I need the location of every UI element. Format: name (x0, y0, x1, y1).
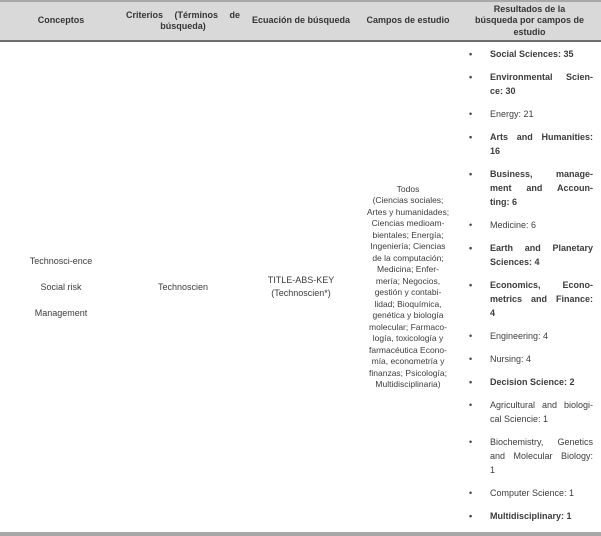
result-item-text (490, 486, 593, 500)
result-item-text (490, 329, 593, 343)
result-item-line: Business, manage- (490, 169, 593, 179)
result-item-line: ment and Accoun- (490, 183, 593, 193)
result-item (469, 352, 601, 366)
bullet-icon: • (469, 280, 473, 290)
result-item-line: metrics and Finance: (490, 294, 593, 304)
result-item-text (490, 218, 593, 232)
bullet-icon: • (469, 488, 473, 498)
column-header-campos: Campos de estudio (366, 15, 450, 26)
result-item-line: Computer Science: 1 (490, 488, 575, 498)
search-equation-line2: (Technoscien*) (271, 288, 331, 298)
column-header-conceptos: Conceptos (37, 15, 85, 26)
column-header-resultados-line1: Resultados de la (493, 3, 566, 14)
result-item-line: Economics, Econo- (490, 280, 593, 290)
study-field-line: Medicina; Enfer- (377, 264, 439, 274)
bullet-icon: • (469, 354, 473, 364)
bullet-icon: • (469, 109, 473, 119)
bullet-icon: • (469, 400, 473, 410)
result-item-line: Social Sciences: 35 (490, 49, 574, 59)
result-item-line: Engineering: 4 (490, 331, 549, 341)
study-field-line: Artes y humanidades; (366, 206, 450, 217)
column-header-resultados-line2: búsqueda por campos de (474, 15, 585, 26)
result-item-text (490, 130, 593, 158)
result-item-line: ce: 30 (490, 86, 516, 96)
search-equation-line1: TITLE-ABS-KEY (267, 275, 335, 285)
cell-ecuacion (244, 42, 358, 532)
search-term: Technoscien (157, 281, 209, 292)
study-field-line: bientales; Energía; (372, 229, 444, 240)
bullet-icon: • (469, 72, 473, 82)
result-item-line: Agricultural and biologi- (490, 400, 593, 410)
bullet-icon: • (469, 132, 473, 142)
bullet-icon: • (469, 169, 473, 179)
result-item-text (490, 375, 593, 389)
result-item-line: Arts and Humanities: (490, 132, 593, 142)
study-field-line: mía, econometría y (371, 356, 445, 366)
study-field-line: finanzas; Psicología; (369, 367, 447, 378)
study-field-line: Ingeniería; Ciencias (370, 241, 446, 251)
result-item (469, 509, 601, 523)
study-field-line: logía, toxicología y (372, 333, 444, 343)
result-item (469, 241, 601, 269)
column-header-criterios-line2: búsqueda) (160, 21, 206, 31)
result-item-line: Decision Science: 2 (490, 377, 575, 387)
cell-conceptos (0, 42, 122, 532)
study-field-line: Multidisciplinaria) (375, 379, 441, 389)
table-bottom-border (0, 532, 601, 536)
cell-resultados (458, 42, 601, 532)
study-field-line: molecular; Farmaco- (369, 321, 447, 332)
result-item (469, 278, 601, 320)
study-field-line: Todos (396, 183, 420, 194)
bullet-icon: • (469, 511, 473, 521)
bullet-icon: • (469, 437, 473, 447)
concept-term: Technosci-ence (29, 255, 93, 266)
result-item-text (490, 47, 593, 61)
column-header-criterios-line1: Criterios (Términos de (126, 9, 240, 20)
result-item-line: Nursing: 4 (490, 354, 532, 364)
study-field-line: gestión y contabi- (374, 287, 442, 297)
result-item-text (490, 70, 593, 98)
result-item (469, 70, 601, 98)
result-item-line: Environmental Scien- (490, 72, 593, 82)
result-item-line: Earth and Planetary (490, 243, 593, 253)
result-item-line: Biochemistry, Genetics (490, 437, 593, 447)
study-field-line: (Ciencias sociales; (372, 195, 444, 205)
result-item-text (490, 278, 593, 320)
result-item-line: 16 (490, 146, 501, 156)
result-item (469, 435, 601, 477)
cell-criterios (122, 42, 244, 532)
result-item (469, 218, 601, 232)
result-item-line: cal Sciencie: 1 (490, 414, 549, 424)
bullet-icon: • (469, 243, 473, 253)
result-item-text (490, 352, 593, 366)
bullet-icon: • (469, 49, 473, 59)
study-field-line: lidad; Bioquímica, (374, 298, 442, 309)
result-item-text (490, 107, 593, 121)
result-item-line: 4 (490, 308, 496, 318)
bullet-icon: • (469, 220, 473, 230)
result-item-text (490, 435, 593, 477)
result-item (469, 130, 601, 158)
study-field-line: genética y biología (372, 310, 444, 320)
result-item (469, 375, 601, 389)
result-item-line: Energy: 21 (490, 109, 534, 119)
table-header-row (0, 2, 601, 42)
bullet-icon: • (469, 331, 473, 341)
result-item-line: and Molecular Biology: (490, 451, 593, 461)
column-header-criterios (122, 10, 244, 33)
result-item (469, 107, 601, 121)
cell-campos (358, 42, 458, 532)
result-item (469, 167, 601, 209)
bullet-icon: • (469, 377, 473, 387)
result-item (469, 47, 601, 61)
column-header-resultados-line3: estudio (513, 26, 546, 37)
study-field-line: de la computación; (372, 252, 444, 263)
result-item (469, 486, 601, 500)
result-item (469, 398, 601, 426)
result-item-text (490, 167, 593, 209)
result-item-line: Sciences: 4 (490, 257, 540, 267)
result-item-line: Medicine: 6 (490, 220, 537, 230)
result-item-line: Multidisciplinary: 1 (490, 511, 572, 521)
result-item-line: ting: 6 (490, 197, 517, 207)
concept-term: Social risk (40, 281, 82, 292)
result-item-text (490, 509, 593, 523)
result-item-text (490, 398, 593, 426)
result-item-line: 1 (490, 465, 496, 475)
result-item-text (490, 241, 593, 269)
study-field-line: Ciencias medioam- (371, 218, 445, 228)
column-header-ecuacion: Ecuación de búsqueda (251, 15, 351, 26)
study-field-line: farmacéutica Econo- (369, 344, 447, 355)
table-body-row (0, 42, 601, 532)
column-header-resultados (458, 4, 601, 39)
concept-term: Management (34, 307, 88, 318)
study-field-line: mería; Negocios, (375, 275, 441, 286)
result-item (469, 329, 601, 343)
